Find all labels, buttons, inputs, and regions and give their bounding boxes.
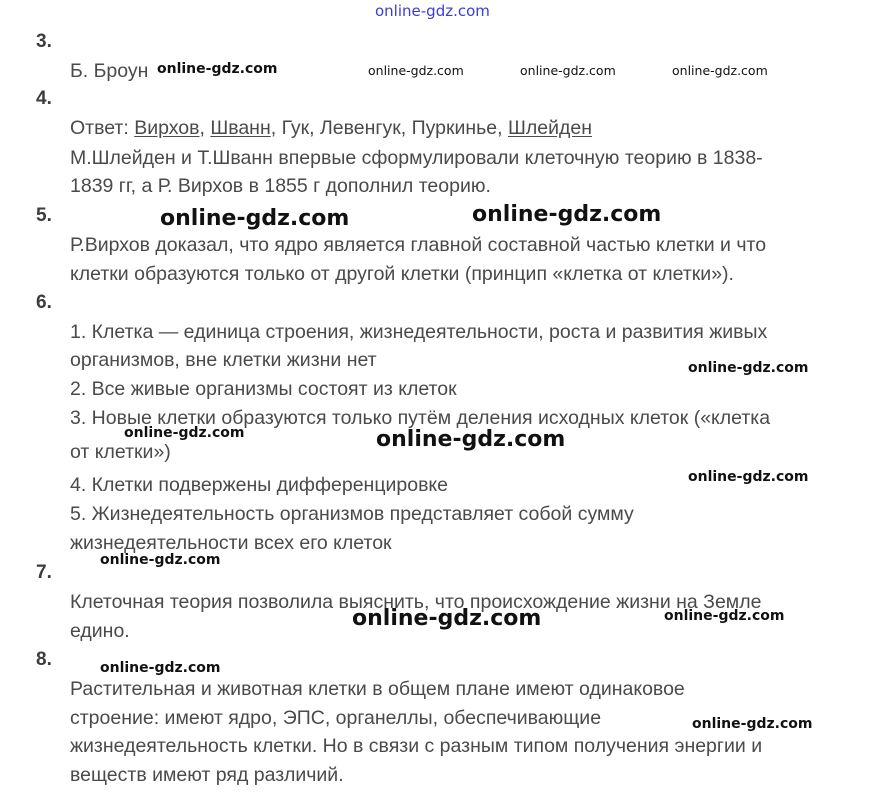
question-4-answer-line	[70, 116, 592, 140]
watermark: online-gdz.com	[520, 63, 616, 78]
watermark: online-gdz.com	[376, 427, 566, 452]
watermark: online-gdz.com	[692, 716, 813, 732]
question-6-line-5: от клетки»)	[70, 441, 171, 463]
watermark: online-gdz.com	[664, 608, 785, 624]
question-6-number: 6.	[36, 292, 52, 313]
question-6-line-6: 4. Клетки подвержены дифференцировке	[70, 474, 449, 496]
question-5-line-1: Р.Вирхов доказал, что ядро является главной составной частью клетки и что	[70, 234, 767, 256]
name-virchow: Вирхов	[134, 117, 200, 139]
question-6-line-8: жизнедеятельности всех его клеток	[70, 532, 392, 554]
watermark: online-gdz.com	[672, 63, 768, 78]
middle-names: , Гук, Левенгук, Пуркинье,	[270, 117, 508, 139]
header-watermark: online-gdz.com	[375, 2, 490, 20]
question-6-line-1: 1. Клетка — единица строения, жизнедеятельности, роста и развития живых	[70, 321, 768, 343]
question-4-number: 4.	[36, 88, 52, 109]
question-8-number: 8.	[36, 649, 52, 670]
name-schwann: Шванн	[210, 117, 271, 139]
question-8-line-3: жизнедеятельность клетки. Но в связи с разным типом получения энергии и	[70, 735, 763, 757]
question-6-line-2: организмов, вне клетки жизни нет	[70, 349, 377, 371]
watermark: online-gdz.com	[160, 206, 350, 231]
question-6-line-3: 2. Все живые организмы состоят из клеток	[70, 378, 457, 400]
separator: ,	[199, 117, 211, 139]
question-6-line-4: 3. Новые клетки образуются только путём деления исходных клеток («клетка	[70, 407, 771, 429]
question-6-line-7: 5. Жизнедеятельность организмов представляет собой сумму	[70, 503, 634, 525]
question-5-line-2: клетки образуются только от другой клетки (принцип «клетка от клетки»).	[70, 263, 734, 285]
name-schleiden: Шлейден	[508, 117, 592, 139]
question-4-line-3: 1839 гг, а Р. Вирхов в 1855 г дополнил теорию.	[70, 175, 491, 197]
watermark: online-gdz.com	[688, 360, 809, 376]
question-3-number: 3.	[36, 31, 52, 52]
watermark: online-gdz.com	[124, 425, 245, 441]
question-7-line-2: едино.	[70, 620, 130, 642]
question-8-line-2: строение: имеют ядро, ЭПС, органеллы, обеспечивающие	[70, 707, 602, 729]
watermark: online-gdz.com	[100, 660, 221, 676]
question-5-number: 5.	[36, 205, 52, 226]
watermark: online-gdz.com	[352, 606, 542, 631]
question-7-line-1: Клеточная теория позволила выяснить, что происхождение жизни на Земле	[70, 591, 762, 613]
question-8-line-4: веществ имеют ряд различий.	[70, 764, 344, 786]
watermark: online-gdz.com	[368, 63, 464, 78]
watermark: online-gdz.com	[157, 61, 278, 77]
answer-prefix: Ответ:	[70, 117, 135, 139]
question-3-answer: Б. Броун	[70, 60, 149, 82]
question-8-line-1: Растительная и животная клетки в общем плане имеют одинаковое	[70, 678, 685, 700]
question-4-line-2: М.Шлейден и Т.Шванн впервые сформулировали клеточную теорию в 1838-	[70, 147, 763, 169]
question-7-number: 7.	[36, 562, 52, 583]
watermark: online-gdz.com	[688, 469, 809, 485]
watermark: online-gdz.com	[472, 202, 662, 227]
watermark: online-gdz.com	[100, 552, 221, 568]
